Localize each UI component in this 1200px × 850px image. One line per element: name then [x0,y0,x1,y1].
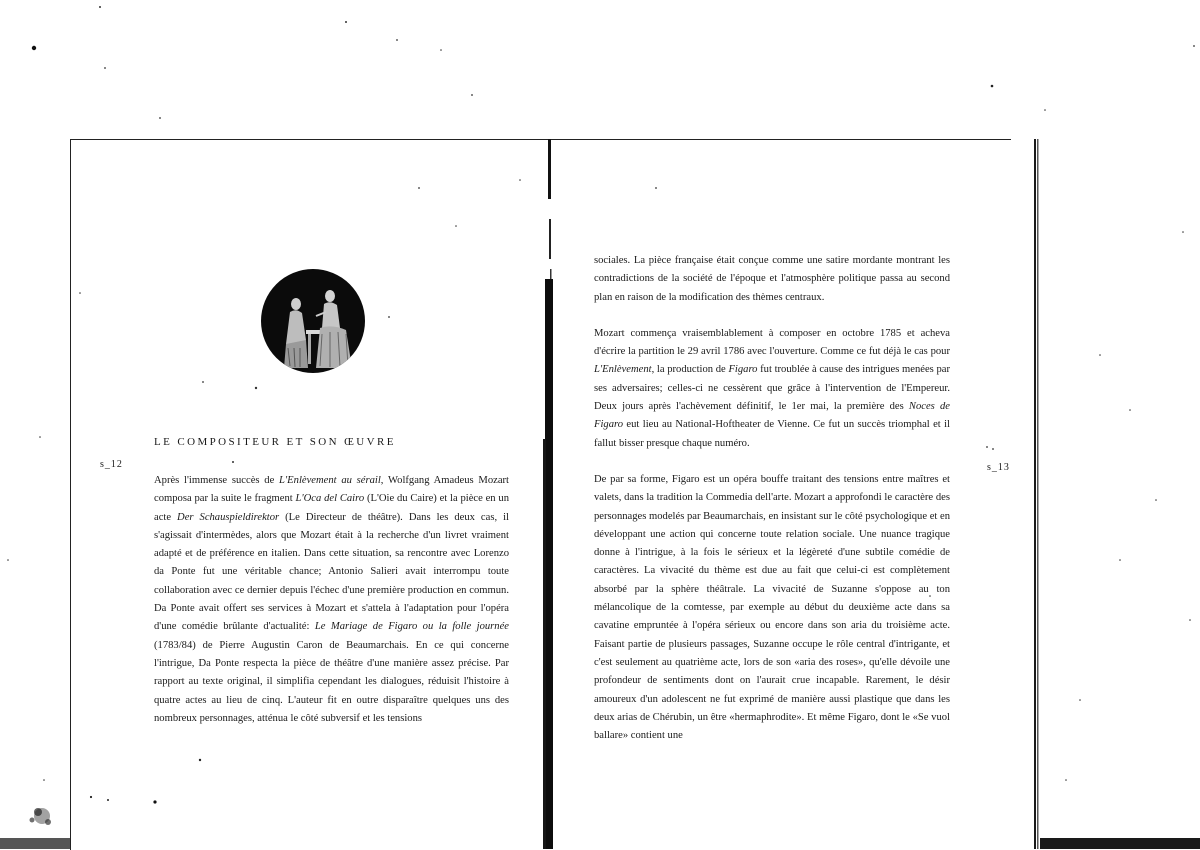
text-run: (L'Oie du Caire) et la pièce en un acte [154,493,509,523]
paragraph [594,471,950,745]
text-run: eut lieu au National-Hoftheater de Vienne. Ce fut un succès triomphal et il fallut bisser presque chaque numéro. [594,419,950,449]
italic-title: Noces de Figaro [594,401,950,431]
dust-cluster [30,808,52,825]
text-run: (1783/84) de Pierre Augustin Caron de Beaumarchais. En ce qui concerne l'intrigue, Da Ponte respecta la pièce de théâtre d'une manière assez précise. Par rapport au texte original, il simplifia cependant les dialogues, réduisit l'histoire à quatre actes au lieu de cinq. L'auteur fit en outre disparaître quelques uns des nombreux personnages, atténua le côté subversif et les tensions [154,639,509,724]
italic-title: L'Enlèvement au sérail [279,475,381,486]
book-spine [538,139,556,849]
illustration-medallion [260,268,366,374]
section-title: LE COMPOSITEUR ET SON ŒUVRE [154,436,396,448]
text-run: fut troublée à cause des intrigues menées par ses adversaires; celles-ci ne cessèrent que grâce à l'intervention de l'Empereur. Deux jours après l'achèvement définitif, le 1er mai, la première des [594,364,950,413]
text-run: De par sa forme, Figaro est un opéra bouffe traitant des tensions entre maîtres et valets, dans la tradition la Commedia dell'arte. Mozart a approfondi le caractère des personnages modelés par Beaumarchais, en insistant sur le côté psychologique et en développant une action qui concerne toute relation sociale. Une nuance tragique donne à l'intrigue, à la fois le sérieux et la légèreté d'une subtile comédie de caractères. La vivacité du thème est due au fait que celui-ci est complètement absorbé par la sphère théâtrale. La vivacité de Suzanne s'oppose au ton mélancolique de la comtesse, par exemple au début du deuxième acte dans sa cavatine empruntée à l'opéra sérieux ou encore dans son aria du troisième acte. Faisant partie de plusieurs passages, Suzanne occupe le rôle central d'intrigante, et c'est seulement au quatrième acte, lors de son «aria des roses», qu'elle dévoile une profondeur de sentiments dont on l'aurait crue incapable. Rarement, le désir amoureux d'un adolescent ne fut exprimé de manière aussi plastique que dans les deux arias de Chérubin, un être «hermaphrodite». Et même Figaro, dont le «Se vuol ballare» contient une [594,473,950,742]
text-run: (Le Directeur de théâtre). Dans les deux cas, il s'agissait d'intermèdes, alors que Mozart était à la recherche d'un livret vraiment adapté et de préférence en italien. Dans cette situation, sa rencontre avec Lorenzo da Ponte fut une véritable chance; Antonio Salieri avait interrompu toute collaboration avec ce dernier depuis l'échec d'une première production en commun. Da Ponte avait offert ses services à Mozart et s'attela à l'adaptation pour l'opéra d'une comédie brûlante d'actualité: [154,511,509,633]
italic-title: Figaro [728,364,758,376]
right-page-body [594,252,950,745]
page-number-right: s_13 [987,462,1010,473]
page-edge-shadow [1030,139,1042,849]
italic-title: L'Oca del Cairo [295,493,365,505]
text-run: , Wolfgang Amadeus Mozart composa par la suite le fragment [154,475,510,505]
text-run: , la production de [651,364,729,376]
text-run: Après l'immense succès de [154,475,280,486]
page-number-left: s_12 [100,459,123,470]
text-run: sociales. La pièce française était conçue comme une satire mordante montrant les contradictions de la société de l'époque et l'atmosphère politique passa au second plan en raison de la modification des thèmes centraux. [594,255,950,303]
paragraph [594,252,950,307]
paragraph [594,325,950,453]
italic-title: L'Enlèvement [594,364,652,376]
italic-title: Le Mariage de Figaro ou la folle journée [314,621,509,633]
left-page-body [154,472,509,728]
text-run: Mozart commença vraisemblablement à composer en octobre 1785 et acheva d'écrire la partition le 29 avril 1786 avec l'ouverture. Comme ce fut déjà le cas pour [594,327,950,358]
paragraph [154,472,509,728]
italic-title: Der Schauspieldirektor [177,511,280,523]
